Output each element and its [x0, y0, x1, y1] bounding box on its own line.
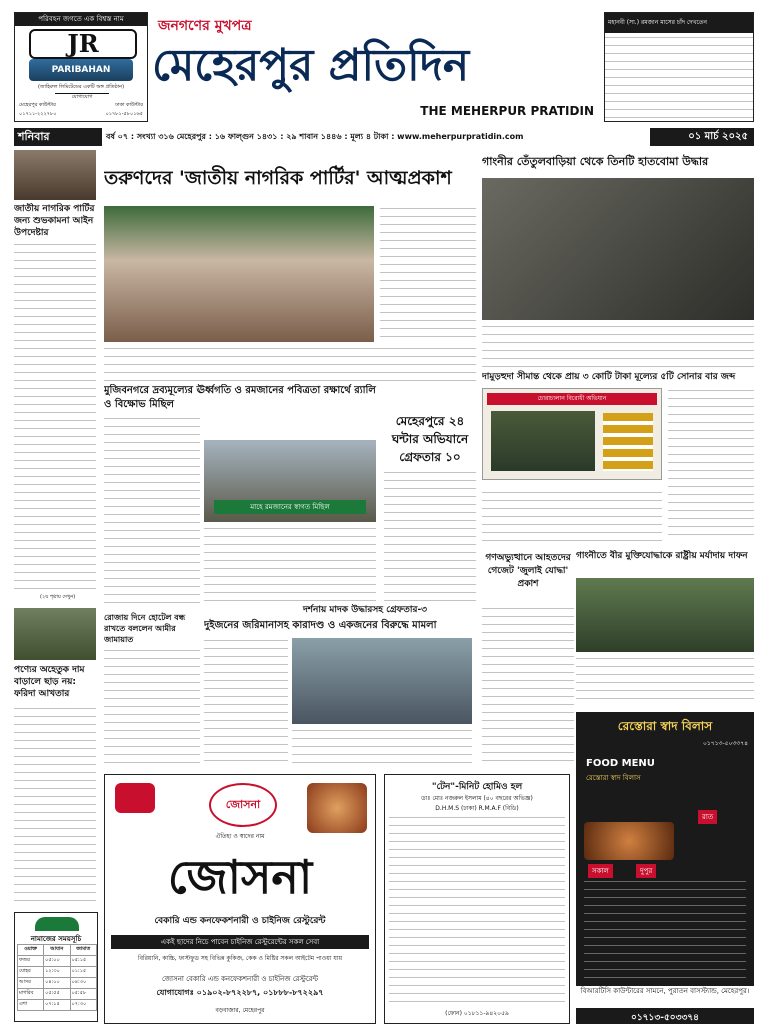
left-article-body	[14, 242, 96, 592]
prayer-cell: ০৭:৩০	[70, 1000, 96, 1011]
prayer-times	[14, 912, 98, 1022]
drug-headline: দুইজনের জরিমানাসহ কারাদণ্ড ও একজনের বিরুদ্ধে মামলা	[204, 620, 437, 631]
prayer-cell: আসর	[18, 978, 44, 989]
minister-photo	[14, 608, 96, 660]
joshna-phone: যোগাযোগঃ ০১৯০২-৮৭২২৮৭, ০১৮৮৮-৮৭২২৯৭	[156, 988, 324, 997]
phone-1: ০১৭১১-২২২৭৮০	[19, 111, 57, 117]
menu-sub: রেস্তোরা স্বাদ বিলাস	[586, 774, 641, 782]
ad-tagline: পরিবহন জগতে এক বিশ্বস্ত নাম	[15, 13, 147, 26]
restaurant-address: বিআরটিসি কাউন্টারের সামনে, পুরাতন বাসস্ট্যান্ড, মেহেরপুর।	[576, 986, 754, 1008]
rally-banner: মাহে রমজানের স্বাগত মিছিল	[214, 500, 366, 514]
gangni-headline: গাংনীর তেঁতুলবাড়িয়া থেকে তিনটি হাতবোমা উদ্ধার	[482, 155, 709, 168]
gazette-headline: গণঅভ্যুত্থানে আহতদের গেজেট 'জুলাই যোদ্ধা' প্রকাশ	[485, 553, 571, 589]
homeo-doctor: ডাঃ মোঃ নজরুল ইসলাম (৪০ বছরের অভিজ্ঞ)	[421, 795, 533, 802]
contact-label: যোগাযোগ	[55, 93, 109, 102]
joshna-ad	[104, 774, 376, 1024]
masthead-english: THE MEHERPUR PRATIDIN	[420, 104, 594, 118]
prayer-cell: ০১:১৫	[70, 967, 96, 978]
prayer-row	[18, 967, 97, 978]
day-label: শনিবার	[18, 130, 50, 143]
joshna-address: জোসনা বেকারি এন্ড কনফেকশনারী ও চাইনিজ রেস্টুরেন্ট	[161, 975, 319, 983]
gold-placard: চোরাচালান বিরোধী অভিযান	[487, 393, 657, 405]
joshna-line2: বিরিয়ানি, কাচ্চি, ফাস্টফুড সহ বিভিন্ন কুকিজ, কেক ও মিষ্টির সকল আইটেম পাওয়া যায়	[137, 955, 343, 962]
drug-body	[204, 638, 288, 768]
prayer-cell: ০৪:৩০	[70, 978, 96, 989]
dateline-bar	[14, 128, 754, 146]
funeral-body	[576, 656, 754, 706]
restaurant-ad	[576, 712, 754, 1024]
rally-photo	[204, 440, 376, 522]
masthead	[152, 12, 600, 126]
rally-body-bottom	[204, 526, 376, 606]
rally-headline: মুজিবনগরে দ্রব্যমূল্যের ঊর্ধ্বগতি ও রমজানের পবিত্রতা রক্ষার্থে র‍্যালি ও বিক্ষোভ মিছিল	[104, 385, 376, 410]
gold-bars	[603, 413, 653, 471]
prayer-header: আযান	[44, 945, 70, 956]
portrait-photo	[14, 150, 96, 200]
masthead-title: মেহেরপুর প্রতিদিন	[152, 40, 470, 91]
prayer-cell: মাগরিব	[18, 989, 44, 1000]
drug-photo	[292, 638, 472, 724]
gold-photo	[482, 388, 662, 480]
arrest-headline: মেহেরপুরে ২৪ ঘন্টার অভিযানে গ্রেফতার ১০	[391, 414, 469, 464]
price-body	[14, 706, 96, 906]
homeo-list	[389, 815, 565, 1003]
menu-title: FOOD MENU	[586, 758, 655, 769]
brand-name: PARIBAHAN	[51, 65, 111, 75]
homeo-ad	[384, 774, 570, 1024]
menu-dinner: রাত	[698, 810, 717, 824]
prayer-row	[18, 1000, 97, 1011]
menu-breakfast: সকাল	[588, 864, 613, 878]
prayer-header: জামাত	[70, 945, 96, 956]
prayer-cell: ফজর	[18, 956, 44, 967]
homeo-title: "টেন"-মিনিট হোমিও হল	[431, 782, 523, 792]
joshna-title: জোসনা	[167, 850, 313, 904]
gazette-body	[482, 606, 574, 768]
funeral-photo	[576, 578, 754, 652]
prayer-table	[17, 944, 97, 1011]
prayer-header-row	[18, 945, 97, 956]
prayer-cell: ০৫:৫৫	[44, 989, 70, 1000]
gazette-left-body	[482, 490, 662, 546]
prayer-cell: ০৫:৫৮	[70, 989, 96, 1000]
office-2: ঢাকা কাউন্টার	[115, 102, 143, 108]
menu-lunch: দুপুর	[636, 864, 656, 878]
prayer-cell: ০৫:১৫	[70, 956, 96, 967]
main-body-bottom	[104, 346, 476, 382]
top-right-body	[605, 35, 753, 121]
homeo-degree: D.H.M.S (ঢাকা) R.M.A.F (বিডি)	[435, 805, 519, 812]
prayer-header: ওয়াক্ত	[18, 945, 44, 956]
issue-info: বর্ষ ০৭ : সংখ্যা ৩১৬ মেহেরপুর : ১৬ ফাল্গুন ১৪৩১ : ২৯ শাবান ১৪৪৬ : মূল্য ৪ টাকা : www.meherpurpratidin.com	[102, 128, 650, 146]
issue-date: ০১ মার্চ ২০২৫	[688, 131, 748, 142]
iftar-body	[104, 648, 200, 768]
bomb-photo	[482, 178, 754, 320]
left-top-caption: জাতীয় নাগরিক পার্টির জন্য শুভকামনা আইন উপদেষ্টার	[14, 204, 95, 238]
drug-kicker: দর্শনায় মাদক উদ্ধারসহ গ্রেফতার-৩	[302, 605, 428, 615]
prayer-row	[18, 989, 97, 1000]
rally-body-left	[104, 416, 200, 606]
office-1: মেহেরপুর কাউন্টার	[19, 102, 56, 108]
bus-image	[29, 59, 133, 81]
joshna-tag: ঐতিহ্য ও স্বাদের নাম	[215, 833, 265, 840]
jr-paribahan-ad	[14, 12, 148, 122]
ad-sub: (জাহিরুল লিমিটেডের একটি অঙ্গ প্রতিষ্ঠান)	[37, 84, 125, 90]
main-body-right	[380, 206, 476, 342]
joshna-location: বড়বাজার, মেহেরপুর	[215, 1007, 265, 1014]
drug-body-bottom	[292, 728, 472, 768]
mosque-icon	[35, 917, 79, 931]
prayer-cell: ০৪:০০	[44, 978, 70, 989]
homeo-footer: (ফোন) ০১৮১১-৯৪২০৫৯	[445, 1010, 509, 1017]
gangni-body	[482, 324, 754, 368]
food-image	[584, 822, 674, 860]
phone-2: ০১৭৮১-৫৮০১৬৫	[105, 111, 143, 117]
prayer-cell: ১২:৩০	[44, 967, 70, 978]
iftar-headline: রোজায় দিনে হোটেল বন্ধ রাখতে বললেন আমীর জামায়াত	[104, 613, 186, 644]
restaurant-phone-top: ০১৭১৩-৫০৩৩৭৪	[702, 740, 748, 747]
main-headline: তরুণদের 'জাতীয় নাগরিক পার্টির' আত্মপ্রকাশ	[104, 167, 452, 189]
restaurant-phone: ০১৭১৩-৫০৩৩৭৪	[630, 1013, 700, 1023]
delivery-icon	[115, 783, 155, 813]
restaurant-name: রেস্তোরা স্বাদ বিলাস	[617, 719, 713, 733]
top-right-heading: মহানবী (সা.) রমজান মাসের চাঁদ দেখতেন	[605, 13, 753, 33]
joshna-logo: জোসনা	[209, 783, 277, 827]
menu-list	[584, 878, 746, 978]
top-right-article	[604, 12, 754, 122]
freedom-fighter-headline: গাংনীতে বীর মুক্তিযোদ্ধাকে রাষ্ট্রীয় মর্যাদায় দাফন	[576, 551, 748, 561]
prayer-cell: যোহর	[18, 967, 44, 978]
food-photos	[307, 783, 367, 833]
gold-body-right	[668, 388, 754, 536]
joshna-subtitle: বেকারি এন্ড কনফেকশনারী ও চাইনিজ রেস্টুরেন্ট	[154, 916, 326, 926]
prayer-cell: ০৭:১৫	[44, 1000, 70, 1011]
prayer-title: নামাজের সময়সূচি	[30, 935, 82, 943]
joshna-line1: একই ছাদের নিচে পাবেন চাইনিজ রেস্টুরেন্টের সকল সেবা	[111, 935, 369, 949]
prayer-cell: ০৫:০০	[44, 956, 70, 967]
prayer-cell: এশা	[18, 1000, 44, 1011]
jr-logo: JR	[29, 29, 137, 59]
price-headline: পণ্যের অহেতুক দাম বাড়ালে ছাড় নয়: ফরিদা আখতার	[14, 665, 85, 699]
prayer-row	[18, 978, 97, 989]
masthead-tagline: জনগণের মুখপত্র	[158, 18, 252, 34]
gold-headline: দামুড়হুদা সীমান্ত থেকে প্রায় ৩ কোটি টাকা মূল্যের ৫টি সোনার বার জব্দ	[482, 372, 736, 382]
arrest-body	[384, 470, 476, 606]
main-photo	[104, 206, 374, 342]
prayer-row	[18, 956, 97, 967]
left-continue: (২য় পৃষ্ঠায় দেখুন)	[40, 594, 76, 600]
officers	[491, 411, 595, 471]
